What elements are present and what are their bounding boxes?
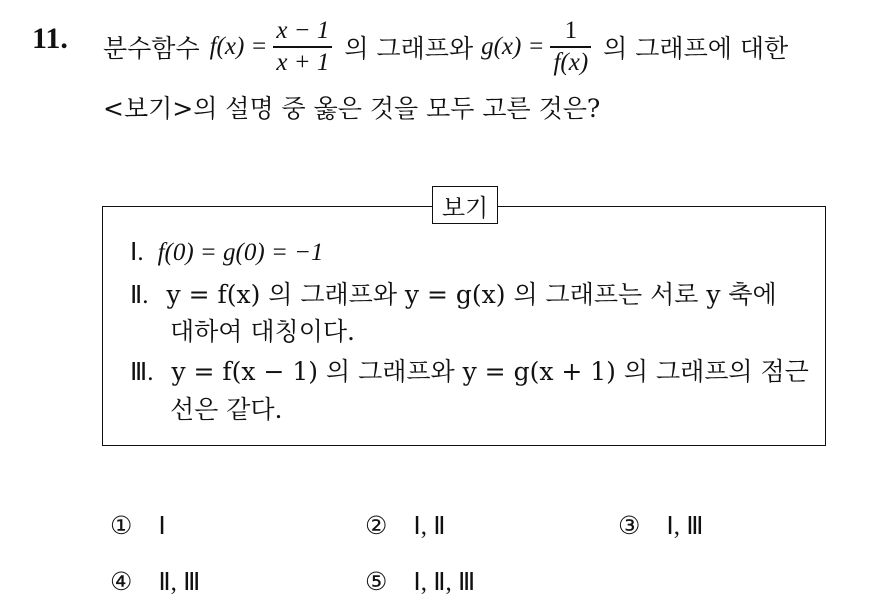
bogi-numeral-2: Ⅱ.	[130, 282, 149, 309]
choice-mark-4: ④	[110, 567, 133, 596]
f-numerator: x − 1	[276, 17, 330, 44]
bogi-text-3: y = f(x − 1) 의 그래프와 y = g(x + 1) 의 그래프의 점근	[171, 357, 809, 386]
bogi-item-3-cont: 선은 같다.	[170, 395, 283, 424]
choice-mark-3: ③	[618, 511, 641, 540]
choice-mark-1: ①	[110, 511, 133, 540]
choice-text-3: Ⅰ, Ⅲ	[666, 513, 704, 540]
choice-text-1: Ⅰ	[158, 513, 166, 540]
choice-4[interactable]	[110, 567, 200, 597]
bogi-item-2	[130, 275, 777, 311]
g-denominator: f(x)	[553, 49, 589, 76]
bogi-item-1	[130, 237, 323, 267]
bogi-label: 보기	[432, 186, 498, 224]
g-numerator: 1	[564, 17, 578, 44]
choice-text-2: Ⅰ, Ⅱ	[413, 513, 446, 540]
bogi-numeral-1: Ⅰ.	[130, 239, 144, 266]
bogi-text-1: f(0) = g(0) = −1	[157, 239, 324, 266]
choice-3[interactable]	[618, 511, 703, 541]
choice-2[interactable]	[365, 511, 446, 541]
question-line-1	[103, 12, 788, 82]
question-suffix: 의 그래프에 대한	[603, 34, 789, 63]
g-fraction	[550, 16, 591, 78]
question-line-2: <보기>의 설명 중 옳은 것을 모두 고른 것은?	[103, 94, 601, 123]
bogi-item-2-cont: 대하여 대칭이다.	[170, 317, 355, 346]
f-fraction	[273, 16, 332, 78]
choice-1[interactable]	[110, 511, 166, 541]
bogi-numeral-3: Ⅲ.	[130, 359, 154, 386]
question-number: 11.	[32, 22, 68, 55]
choice-mark-5: ⑤	[365, 567, 388, 596]
choice-text-4: Ⅱ, Ⅲ	[158, 569, 201, 596]
f-label: f(x) =	[209, 33, 268, 60]
g-label: g(x) =	[481, 33, 545, 60]
choice-5[interactable]	[365, 567, 475, 597]
choice-text-5: Ⅰ, Ⅱ, Ⅲ	[413, 569, 476, 596]
bogi-item-3	[130, 352, 809, 388]
f-denominator: x + 1	[276, 49, 330, 76]
choice-mark-2: ②	[365, 511, 388, 540]
bogi-text-2: y = f(x) 의 그래프와 y = g(x) 의 그래프는 서로 y 축에	[166, 280, 777, 309]
question-prefix: 분수함수	[103, 34, 200, 63]
question-mid: 의 그래프와	[344, 34, 474, 63]
